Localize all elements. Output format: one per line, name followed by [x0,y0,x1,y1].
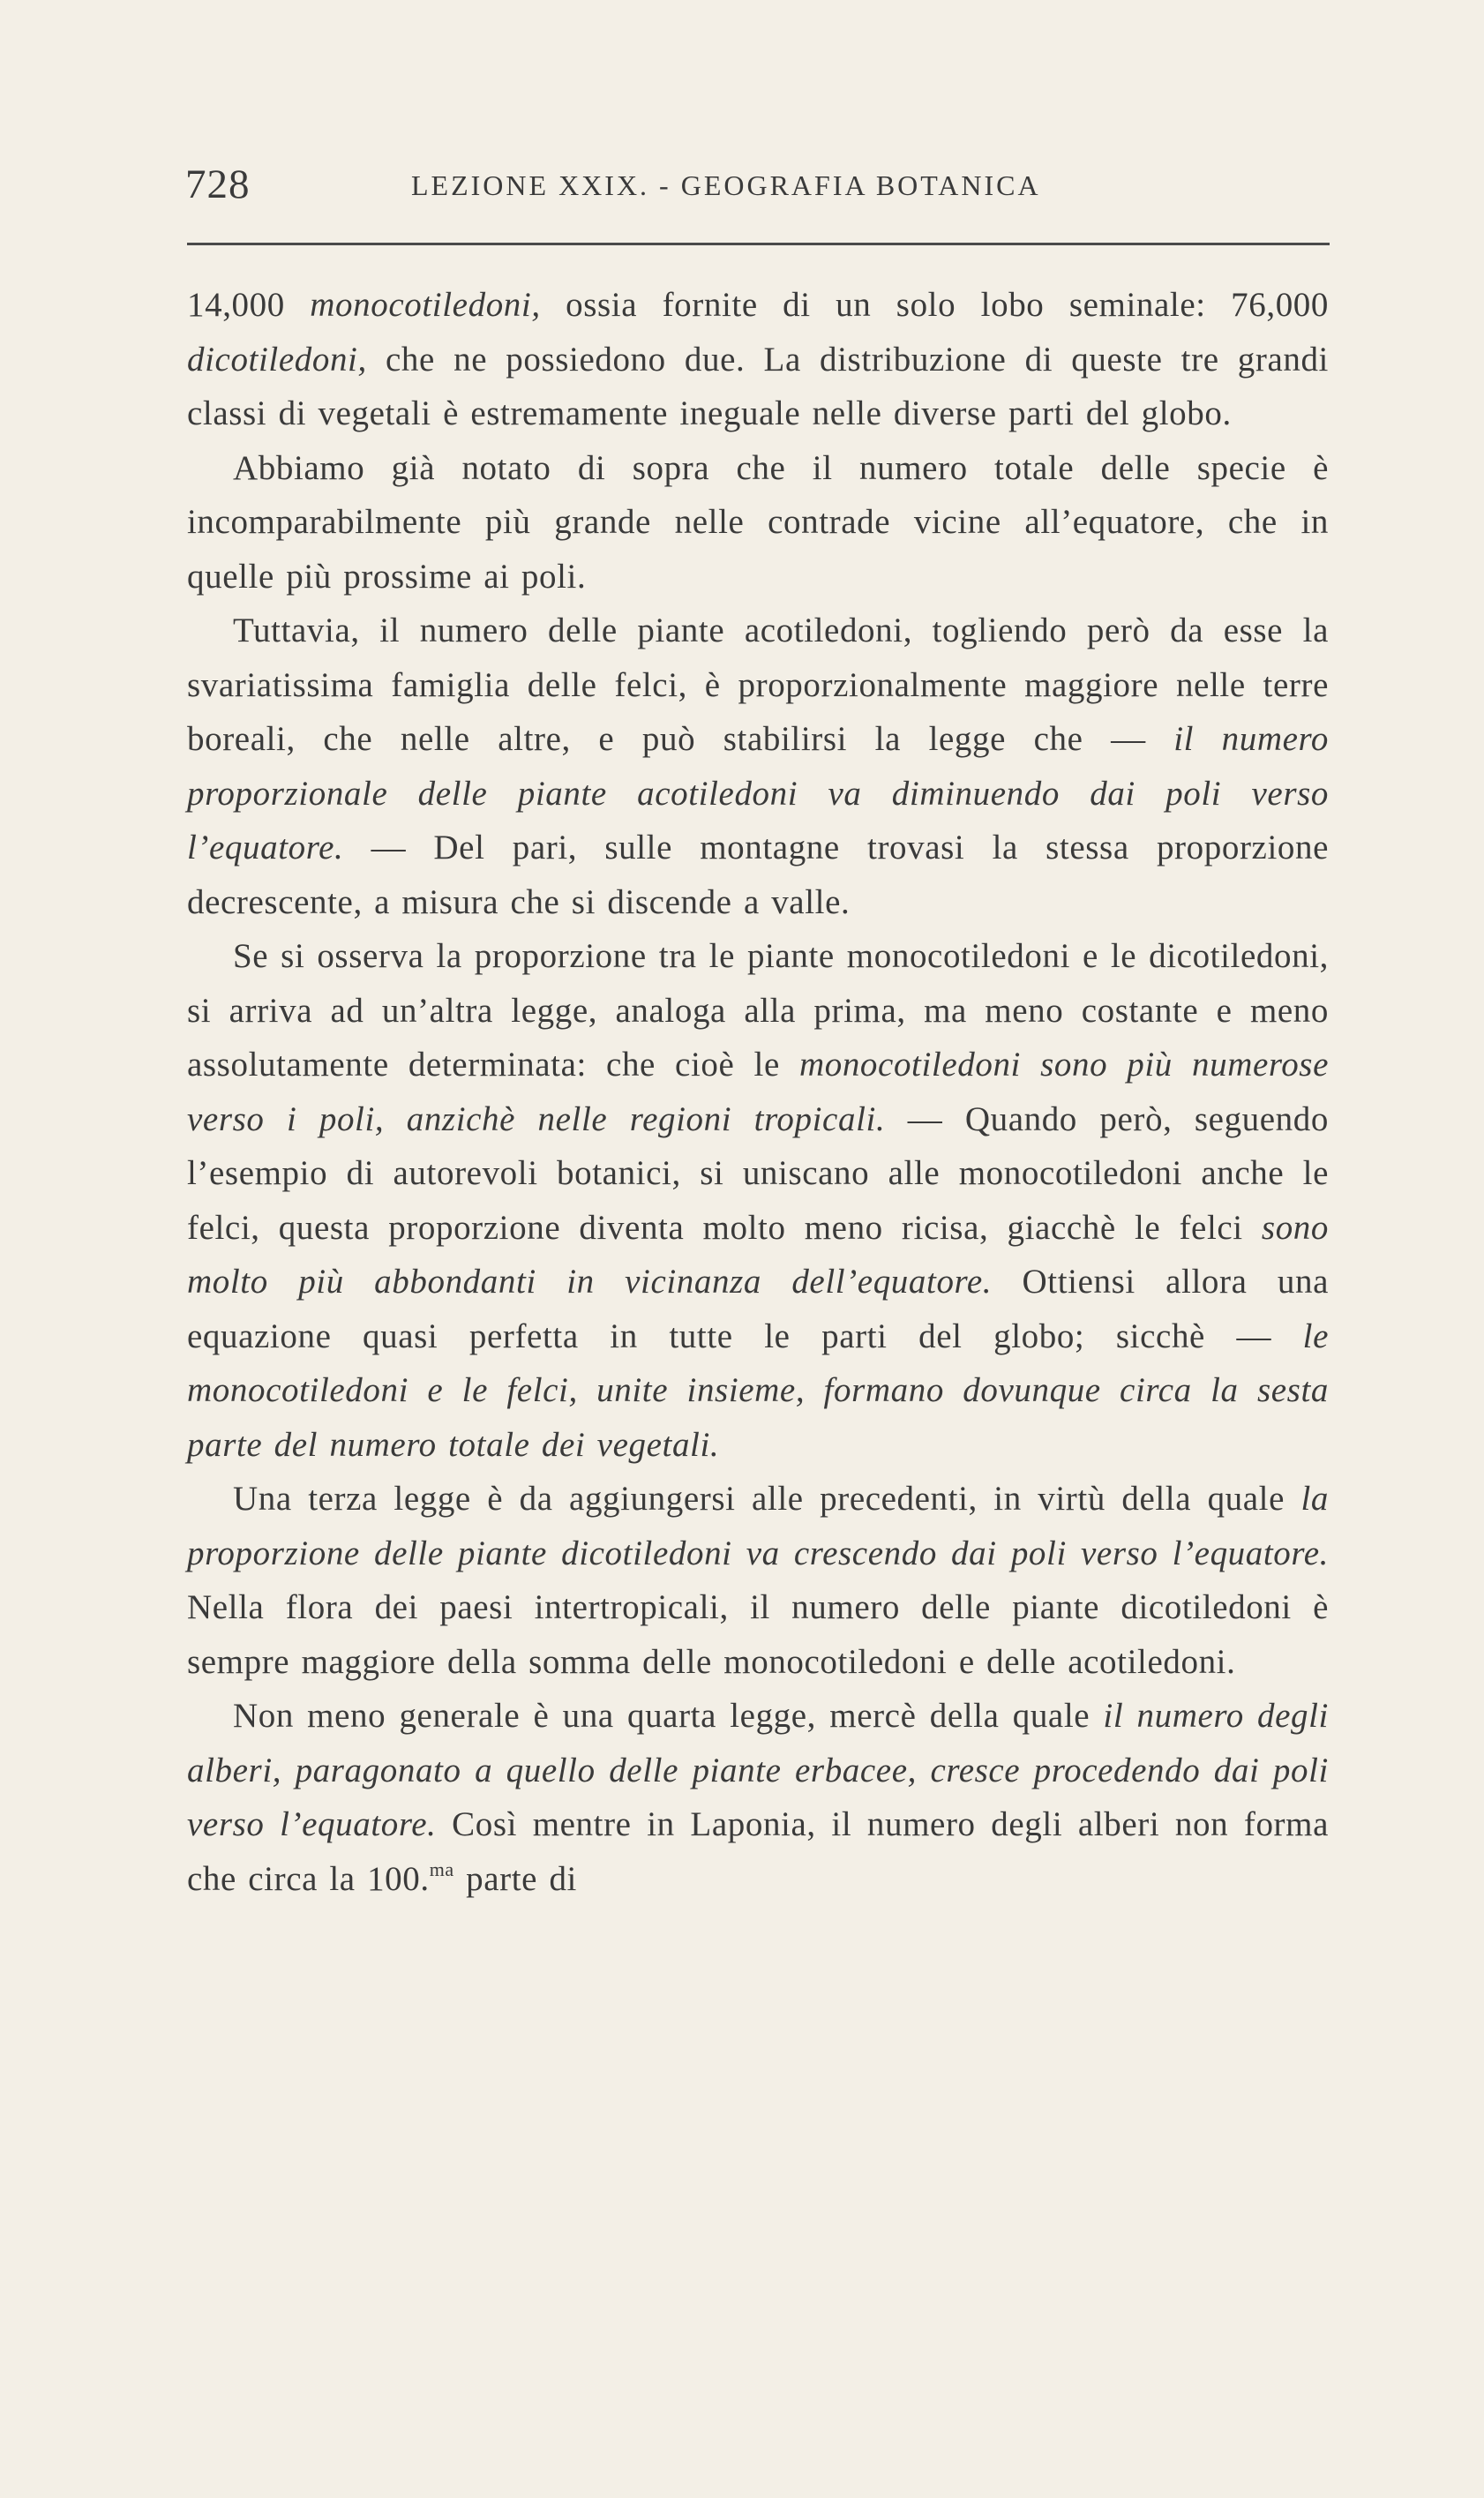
text-run: ossia fornite di un solo lobo seminale: 76,000 [540,286,1329,324]
italic-text: dicotiledoni, [187,340,367,379]
page-number: 728 [185,161,251,207]
body-text [187,278,1329,1906]
page-header [185,161,1332,214]
text-run: che ne possiedono due. La distribuzione di queste tre grandi classi di vegetali è estremamente ineguale nelle diverse parti del globo. [187,340,1329,432]
paragraph [187,604,1329,929]
italic-text: monocotiledoni sono più numerose verso i poli, anzichè nelle regioni tropicali. [187,1046,1329,1138]
paragraph [187,441,1329,604]
italic-text: monocotiledoni, [310,286,541,324]
text-run: Una terza legge è da aggiungersi alle precedenti, in virtù della quale [233,1480,1301,1518]
text-run: Ottiensi allora una equazione quasi perfetta in tutte le parti del globo; sicchè — [187,1263,1329,1355]
text-run: Non meno generale è una quarta legge, mercè della quale [233,1697,1104,1735]
paragraph [187,1472,1329,1689]
text-run: Tuttavia, il numero delle piante acotiledoni, togliendo però da esse la svariatissima famiglia delle felci, è proporzionalmente maggiore nelle terre boreali, che nelle altre, e può stabilirsi la legge che — [187,611,1329,758]
italic-text: le monocotiledoni e le felci, unite insieme, formano dovunque circa la sesta parte del numero totale dei vegetali. [187,1317,1329,1464]
text-run: — Del pari, sulle montagne trovasi la stessa proporzione decrescente, a misura che si discende a valle. [187,829,1329,921]
text-run: — Quando però, seguendo l’esempio di autorevoli botanici, si uniscano alle monocotiledoni anche le felci, questa proporzione diventa molto meno ricisa, giacchè le felci [187,1099,1329,1247]
text-run: Se si osserva la proporzione tra le piante monocotiledoni e le dicotiledoni, si arriva ad un’altra legge, analoga alla prima, ma meno costante e meno assolutamente determinata: che cioè le [187,937,1329,1084]
italic-text: il numero proporzionale delle piante acotiledoni va diminuendo dai poli verso l’equatore. [187,720,1329,866]
text-run: Nella flora dei paesi intertropicali, il numero delle piante dicotiledoni è sempre maggiore della somma delle monocotiledoni e delle acotiledoni. [187,1588,1329,1681]
paragraph [187,1689,1329,1906]
header-rule [187,243,1330,245]
text-run: 14,000 [187,286,311,324]
italic-text: il numero degli alberi, paragonato a quello delle piante erbacee, cresce procedendo dai poli verso l’equatore. [187,1697,1329,1843]
paragraph [187,929,1329,1472]
text-run: parte di [453,1859,577,1898]
text-run: Così mentre in Laponia, il numero degli alberi non forma che circa la 100. [187,1805,1329,1898]
running-head: LEZIONE XXIX. - GEOGRAFIA BOTANICA [411,169,1041,201]
italic-text: sono molto più abbondanti in vicinanza dell’equatore. [187,1208,1329,1301]
paragraph [187,278,1329,441]
superscript: ma [429,1857,454,1880]
italic-text: la proporzione delle piante dicotiledoni va crescendo dai poli verso l’equatore. [187,1480,1329,1572]
text-run: Abbiamo già notato di sopra che il numero totale delle specie è incomparabilmente più grande nelle contrade vicine all’equatore, che in quelle più prossime ai poli. [187,448,1329,596]
